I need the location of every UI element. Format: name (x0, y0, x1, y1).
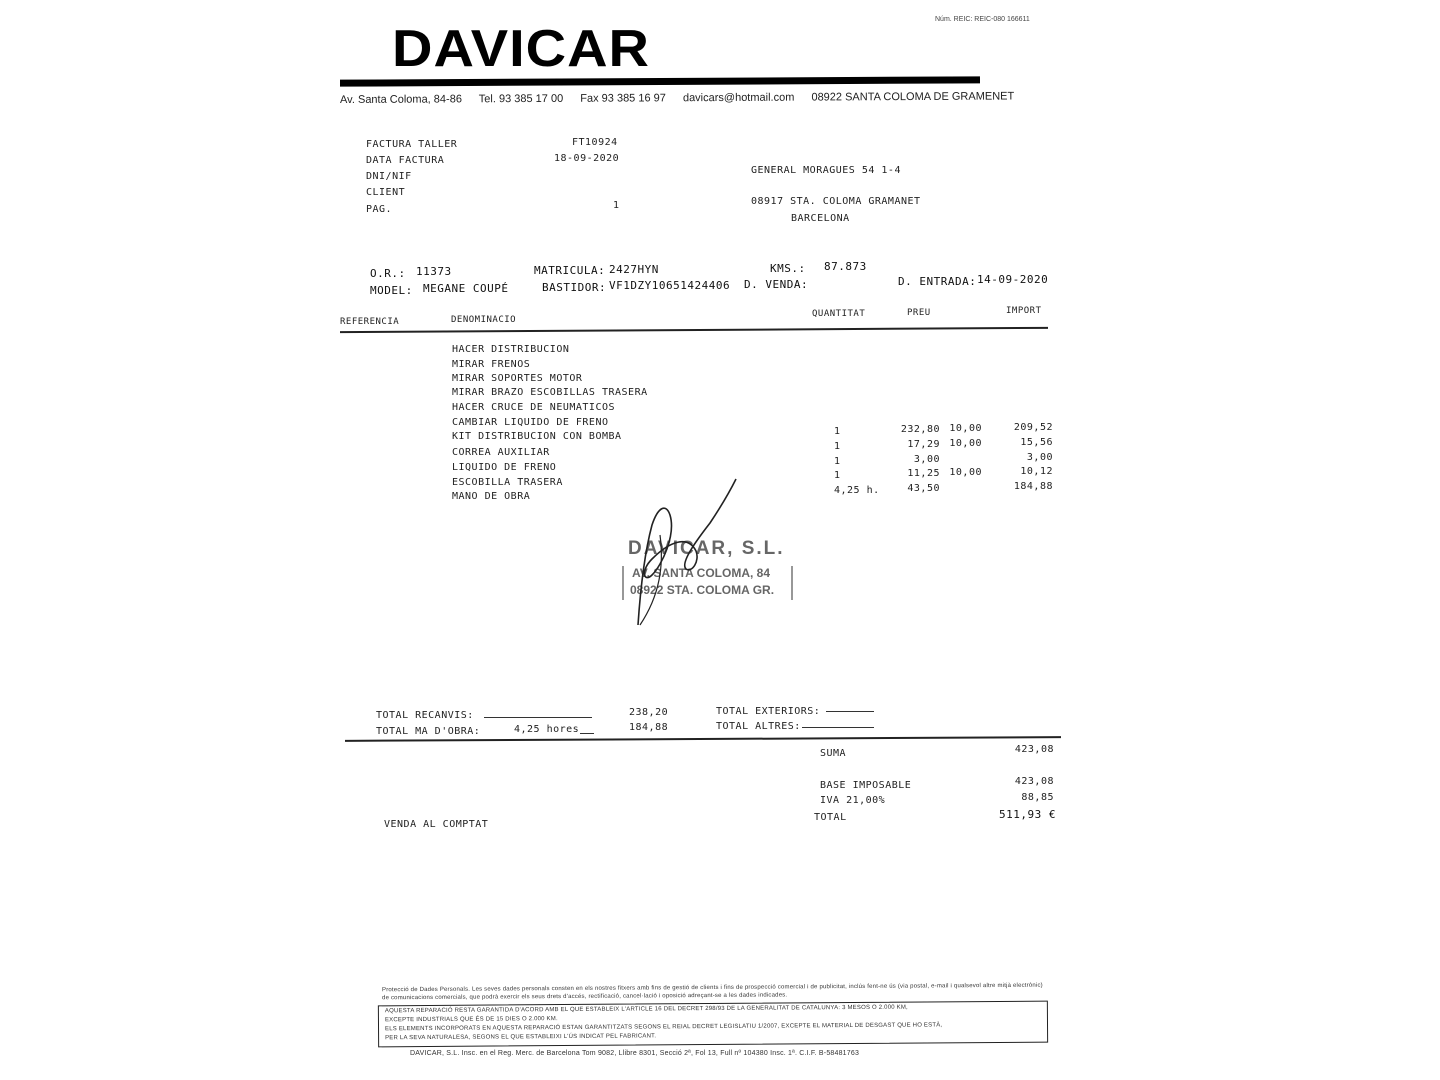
kms-value: 87.873 (824, 260, 867, 273)
entrada-label: D. ENTRADA: (898, 275, 977, 288)
col-header-quantitat: QUANTITAT (812, 309, 866, 319)
item-row-qty: 1 (834, 470, 841, 481)
item-row-qty: 1 (834, 441, 841, 452)
item-row-import: 10,12 (1020, 466, 1053, 477)
item-row-desc: MANO DE OBRA (452, 491, 531, 502)
task-line: MIRAR BRAZO ESCOBILLAS TRASERA (452, 387, 648, 398)
item-row-discount: 10,00 (949, 467, 982, 478)
ma-obra-hours: 4,25 hores (514, 724, 580, 735)
pag-label: PAG. (366, 204, 393, 215)
iva-value: 88,85 (1021, 792, 1054, 803)
total-exteriors-label: TOTAL EXTERIORS: (716, 706, 821, 717)
item-row-import: 3,00 (1026, 452, 1053, 463)
total-recanvis-value: 238,20 (629, 707, 669, 718)
total-altres-label: TOTAL ALTRES: (716, 721, 801, 732)
factura-number: FT10924 (572, 137, 618, 148)
stamp-line3: 08922 STA. COLOMA GR. (630, 583, 775, 597)
header-rule (340, 76, 980, 86)
col-header-preu: PREU (907, 308, 931, 318)
item-row-desc: CAMBIAR LIQUIDO DE FRENO (452, 417, 609, 428)
col-header-referencia: REFERENCIA (340, 317, 400, 327)
contact-phone: Tel. 93 385 17 00 (478, 92, 564, 106)
warranty-box (378, 1001, 1048, 1048)
table-header-rule (340, 327, 1048, 333)
total-ma-obra-value: 184,88 (629, 722, 669, 733)
item-row-price: 17,29 (907, 439, 940, 450)
matricula-label: MATRICULA: (534, 264, 606, 277)
item-row-price: 11,25 (907, 468, 940, 479)
item-row-price: 3,00 (913, 454, 940, 465)
contact-city: 08922 SANTA COLOMA DE GRAMENET (811, 90, 1015, 104)
warranty-line4: PER LA SEVA NATURALESA, SEGONS EL QUE ESTABLEIXI L'ÚS INDICAT PEL FABRICANT. (385, 1033, 657, 1042)
data-factura-value: 18-09-2020 (554, 153, 620, 164)
item-row-discount: 10,00 (949, 423, 982, 434)
client-address-line3: BARCELONA (791, 213, 850, 224)
base-imposable-label: BASE IMPOSABLE (820, 780, 912, 791)
total-recanvis-label: TOTAL RECANVIS: (376, 710, 474, 721)
task-line: HACER CRUCE DE NEUMATICOS (452, 402, 616, 413)
total-value: 511,93 € (999, 808, 1056, 821)
registry-code: Núm. REIC: REIC-080 166611 (935, 16, 1030, 23)
stamp-line1: DAVICAR, S.L. (628, 538, 785, 559)
suma-label: SUMA (820, 748, 847, 759)
item-row-import: 15,56 (1020, 437, 1053, 448)
pag-value: 1 (613, 200, 620, 211)
contact-email: davicars@hotmail.com (682, 91, 795, 105)
bastidor-value: VF1DZY10651424406 (609, 279, 731, 292)
suma-value: 423,08 (1014, 744, 1054, 755)
ma-obra-underline (580, 733, 594, 734)
item-row-desc: KIT DISTRIBUCION CON BOMBA (452, 431, 622, 442)
total-label: TOTAL (814, 812, 847, 823)
altres-underline (802, 727, 874, 728)
item-row-desc: CORREA AUXILIAR (452, 447, 550, 458)
privacy-notice: Protecció de Dades Personals. Les seves dades personals consten en els nostres fitxers amb fins de gestió de clients i fins de prospecció comercial i de publicitat, inclús fent-ne ús (via postal, e-mail i qualsevol altre mitjà electrònic) de comunicacions comercials, que podrà exercir els seus drets d'accés, rectificació, cancel·lació i oposició adreçant-se a les dades indicades. (381, 982, 1043, 1002)
col-header-import: IMPORT (1006, 306, 1042, 316)
matricula-value: 2427HYN (609, 263, 659, 276)
factura-label: FACTURA TALLER (366, 139, 458, 150)
task-line: MIRAR SOPORTES MOTOR (452, 373, 583, 384)
warranty-line1: AQUESTA REPARACIÓ RESTA GARANTIDA D'ACORD AMB EL QUE ESTABLEIX L'ARTICLE 16 DEL DECRET 298/93 DE LA GENERALITAT DE CATALUNYA: 3 MESOS O 2.000 KM, (384, 1004, 908, 1015)
client-address-line2: 08917 STA. COLOMA GRAMANET (751, 196, 921, 207)
model-value: MEGANE COUPÉ (423, 282, 509, 295)
venda-label: D. VENDA: (744, 278, 809, 291)
warranty-line2: EXCEPTE INDUSTRIALS QUE ÉS DE 15 DIES O 2.000 KM. (384, 1016, 558, 1024)
handwritten-signature (600, 475, 780, 635)
exteriors-underline (826, 711, 874, 712)
item-row-qty: 4,25 h. (834, 485, 880, 496)
contact-fax: Fax 93 385 16 97 (580, 92, 666, 105)
iva-label: IVA 21,00% (820, 795, 886, 806)
client-address-line1: GENERAL MORAGUES 54 1-4 (751, 165, 901, 176)
item-row-price: 43,50 (907, 483, 940, 494)
company-registry: DAVICAR, S.L. Insc. en el Reg. Merc. de Barcelona Tom 9082, Llibre 8301, Secció 2ª, Fol 13, Full nº 104380 Insc. 1ª. C.I.F. B-58481763 (410, 1050, 860, 1057)
item-row-discount: 10,00 (949, 438, 982, 449)
base-imposable-value: 423,08 (1014, 776, 1054, 787)
item-row-desc: LIQUIDO DE FRENO (452, 462, 557, 473)
contact-address: Av. Santa Coloma, 84-86 (340, 93, 462, 106)
or-value: 11373 (416, 265, 452, 278)
task-line: HACER DISTRIBUCION (452, 344, 570, 355)
item-row-import: 184,88 (1013, 481, 1053, 492)
client-label: CLIENT (366, 187, 406, 198)
bastidor-label: BASTIDOR: (542, 281, 607, 294)
item-row-import: 209,52 (1013, 422, 1053, 433)
stamp-line2: AV. SANTA COLOMA, 84 (632, 566, 771, 580)
payment-method: VENDA AL COMPTAT (384, 819, 489, 830)
warranty-line3: ELS ELEMENTS INCORPORATS EN AQUESTA REPARACIÓ ESTAN GARANTITZATS SEGONS EL REIAL DECRET LEGISLATIU 1/2007, EXCEPTE EL MATERIAL DE DESGAST QUE HO ESTÀ, (385, 1022, 943, 1033)
or-label: O.R.: (370, 267, 406, 280)
item-row-price: 232,80 (900, 424, 940, 435)
dni-label: DNI/NIF (366, 171, 412, 182)
item-row-desc: ESCOBILLA TRASERA (452, 477, 563, 488)
task-line: MIRAR FRENOS (452, 359, 531, 370)
entrada-value: 14-09-2020 (977, 273, 1049, 286)
item-row-qty: 1 (834, 456, 841, 467)
recanvis-underline (484, 717, 592, 718)
kms-label: KMS.: (770, 262, 806, 275)
data-factura-label: DATA FACTURA (366, 155, 445, 166)
col-header-denominacio: DENOMINACIO (451, 315, 517, 325)
contact-line (340, 90, 1028, 106)
total-ma-obra-label: TOTAL MA D'OBRA: (376, 726, 481, 737)
model-label: MODEL: (370, 284, 413, 297)
item-row-qty: 1 (834, 426, 841, 437)
company-logo: DAVICAR (392, 18, 650, 77)
